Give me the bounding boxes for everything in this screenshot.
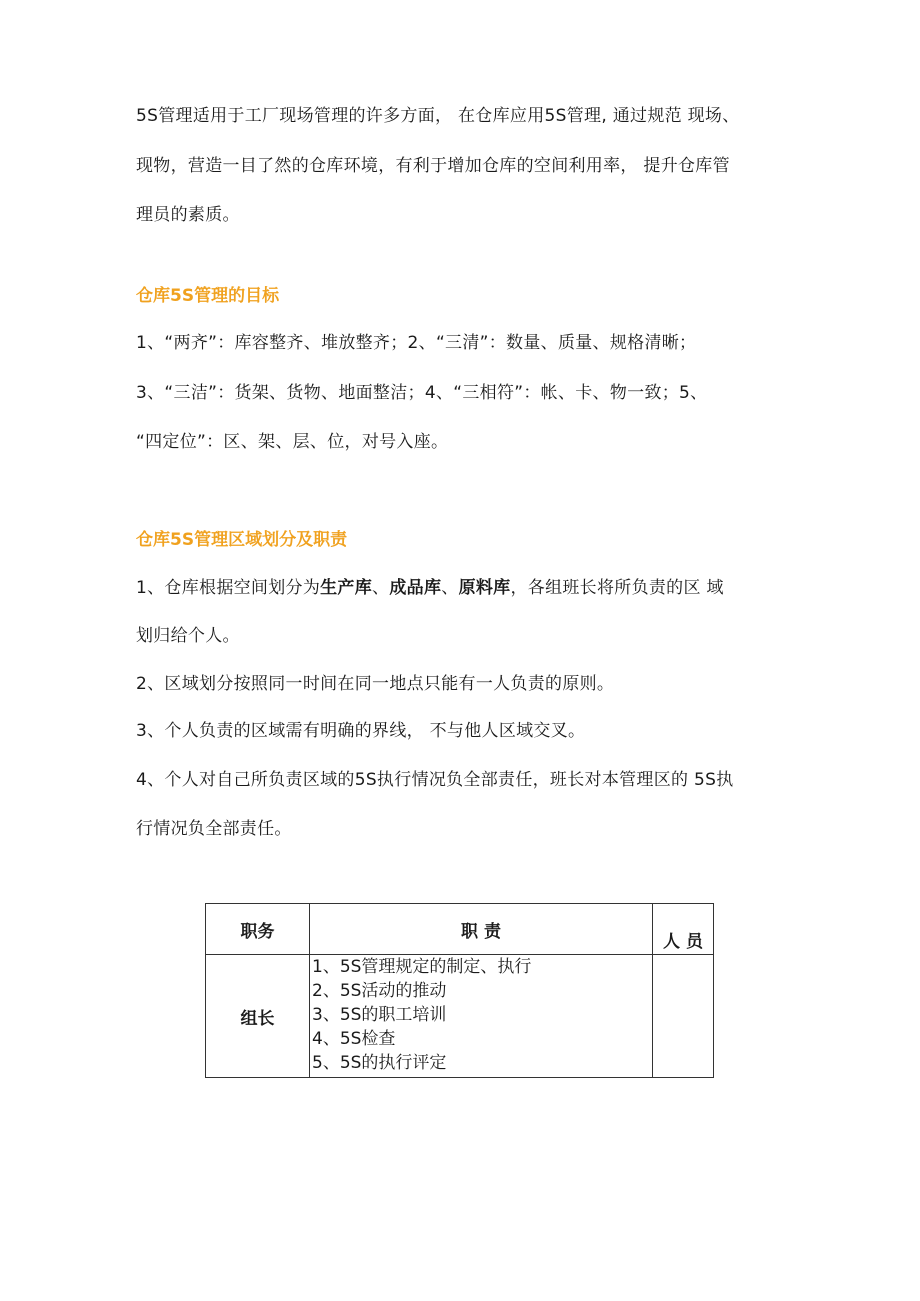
zones-item-1-sep2: 、 <box>441 578 459 598</box>
intro-line-1: 5S管理适用于工厂现场管理的许多方面， 在仓库应用5S管理, 通过规范 现场、 <box>136 106 740 126</box>
zones-item-3: 3、个人负责的区域需有明确的界线， 不与他人区域交叉。 <box>136 721 586 741</box>
duty-item: 3、5S的职工培训 <box>312 1005 447 1025</box>
table-row <box>206 955 714 1078</box>
zone-production: 生产库 <box>320 578 373 598</box>
person-cell <box>653 955 714 1078</box>
zones-item-1-line-2: 划归给个人。 <box>136 626 240 646</box>
duty-list-cell <box>310 955 653 1078</box>
table-header-row <box>206 904 714 955</box>
zones-heading: 仓库5S管理区域划分及职责 <box>136 530 348 550</box>
zones-item-4-line-2: 行情况负全部责任。 <box>136 819 292 839</box>
goals-heading: 仓库5S管理的目标 <box>136 286 280 306</box>
goals-line-1: 1、“两齐”：库容整齐、堆放整齐；2、“三清”：数量、质量、规格清晰； <box>136 333 697 353</box>
zones-item-1 <box>136 576 724 600</box>
zone-finished-goods: 成品库 <box>389 578 442 598</box>
duty-table <box>205 903 714 1078</box>
duty-item: 4、5S检查 <box>312 1029 396 1049</box>
zones-item-4-line-1: 4、个人对自己所负责区域的5S执行情况负全部责任，班长对本管理区的 5S执 <box>136 770 734 790</box>
goals-line-2: 3、“三洁”：货架、货物、地面整洁；4、“三相符”：帐、卡、物一致；5、 <box>136 383 708 403</box>
duty-item: 1、5S管理规定的制定、执行 <box>312 957 532 977</box>
duty-item: 2、5S活动的推动 <box>312 981 447 1001</box>
goals-line-3: “四定位”：区、架、层、位，对号入座。 <box>136 432 449 452</box>
header-person: 人 员 <box>653 904 714 955</box>
zones-item-1-prefix: 1、仓库根据空间划分为 <box>136 578 321 598</box>
intro-line-3: 理员的素质。 <box>136 205 240 225</box>
header-position: 职务 <box>206 904 310 955</box>
role-cell: 组长 <box>206 955 310 1078</box>
duty-item: 5、5S的执行评定 <box>312 1053 447 1073</box>
header-duty: 职 责 <box>310 904 653 955</box>
zones-item-2: 2、区域划分按照同一时间在同一地点只能有一人负责的原则。 <box>136 674 615 694</box>
intro-line-2: 现物，营造一目了然的仓库环境，有利于增加仓库的空间利用率， 提升仓库管 <box>136 156 730 176</box>
zones-item-1-suffix: ，各组班长将所负责的区 域 <box>510 578 724 598</box>
zone-raw-materials: 原料库 <box>458 578 511 598</box>
zones-item-1-sep1: 、 <box>372 578 390 598</box>
